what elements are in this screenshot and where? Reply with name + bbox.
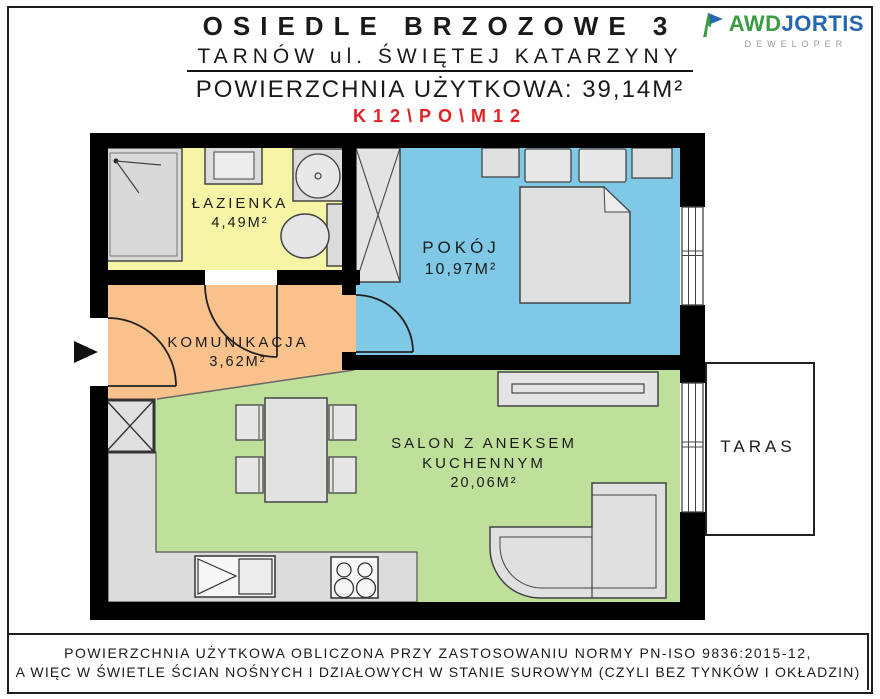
room-area: 3,62M² — [209, 354, 267, 370]
bathroom-sink — [293, 149, 343, 201]
pokoj-window — [680, 207, 705, 305]
address-text: TARNÓW ul. ŚWIĘTEJ KATARZYNY — [187, 45, 692, 72]
project-title: OSIEDLE BRZOZOWE 3 — [202, 11, 678, 41]
pillow — [525, 149, 571, 182]
kitchen-sink — [195, 556, 275, 597]
room-name: TARAS — [720, 437, 796, 456]
developer-logo — [700, 10, 864, 49]
address-line — [0, 45, 880, 72]
pillow — [579, 149, 626, 182]
label-lazienka — [140, 195, 340, 231]
nightstand — [482, 148, 519, 177]
label-salon — [364, 435, 604, 491]
room-name: SALON Z ANEKSEM — [391, 435, 577, 452]
room-area: 20,06M² — [450, 475, 518, 491]
label-pokoj — [361, 238, 561, 279]
usable-area-line: POWIERZCHNIA UŻYTKOWA: 39,14M² — [195, 76, 685, 103]
room-name: POKÓJ — [422, 238, 500, 257]
washing-machine — [205, 147, 262, 184]
room-name: KOMUNIKACJA — [167, 334, 309, 351]
room-name: KUCHENNYM — [422, 455, 546, 472]
logo-flag-icon — [700, 10, 726, 38]
logo-wordmark — [729, 11, 864, 37]
footer-note — [7, 633, 869, 690]
label-komunikacja — [138, 334, 338, 370]
entrance-arrow-icon — [74, 341, 98, 363]
tv-cabinet — [498, 372, 658, 406]
logo-tagline: DEWELOPER — [744, 39, 848, 49]
stove — [331, 557, 378, 598]
shaft-box — [106, 400, 154, 452]
nightstand — [632, 148, 672, 178]
footer-line-1: POWIERZCHNIA UŻYTKOWA OBLICZONA PRZY ZASTOSOWANIU NORMY PN-ISO 9836:2015-12, — [64, 645, 812, 661]
footer-line-2: A WIĘC W ŚWIETLE ŚCIAN NOŚNYCH I DZIAŁOWYCH W STANIE SUROWYM (CZYLI BEZ TYNKÓW I OKŁADZIN) — [15, 664, 861, 680]
room-name: ŁAZIENKA — [191, 195, 289, 212]
logo-text-green: AWD — [728, 11, 782, 36]
logo-text-blue: JORTIS — [781, 11, 864, 36]
room-area: 4,49M² — [211, 215, 269, 231]
room-area: 10,97M² — [424, 261, 498, 278]
label-taras — [698, 437, 818, 457]
unit-code: K12\PO\M12 — [352, 106, 528, 126]
